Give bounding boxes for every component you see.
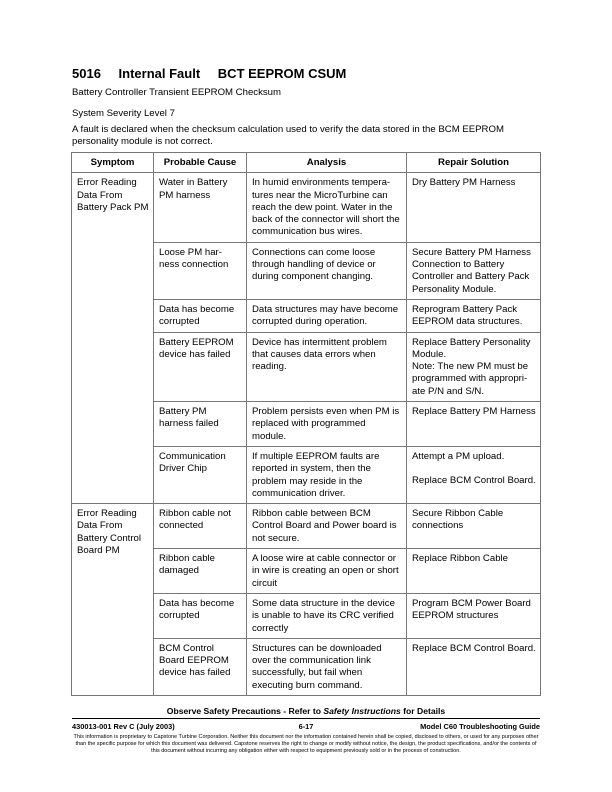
repair-cell: Reprogram Battery Pack EEPROM data structures.: [407, 299, 541, 332]
fault-type: Internal Fault: [118, 66, 201, 81]
cause-cell: Data has become corrupted: [154, 593, 247, 638]
safety-note: [0, 706, 612, 716]
analysis-cell: Ribbon cable between BCM Control Board and Power board is not secure.: [247, 504, 407, 549]
analysis-cell: Structures can be downloaded over the communication link successfully, but fail when executing burn command.: [247, 638, 407, 695]
table-header-row: [72, 153, 541, 173]
severity-level: System Severity Level 7: [72, 108, 175, 119]
page-number: 6-17: [298, 722, 314, 731]
symptom-cell: Error Reading Data From Battery Control Board PM: [72, 504, 154, 696]
fault-subtitle: Battery Controller Transient EEPROM Checksum: [72, 87, 282, 98]
repair-cell: Replace Battery PM Harness: [407, 402, 541, 447]
analysis-cell: A loose wire at cable connector or in wire is creating an open or short circuit: [247, 549, 407, 594]
analysis-cell: Data structures may have become corrupted during operation.: [247, 299, 407, 332]
document-title: Model C60 Troubleshooting Guide: [420, 722, 540, 731]
table-row: [72, 173, 541, 242]
repair-text: Attempt a PM upload.: [412, 450, 505, 462]
cause-cell: BCM Control Board EEPROM device has failed: [154, 638, 247, 695]
repair-cell: Replace Ribbon Cable: [407, 549, 541, 594]
repair-note: Note: The new PM must be programmed with appropri- ate P/N and S/N.: [412, 361, 529, 397]
header-symptom: Symptom: [72, 153, 154, 173]
fault-name: BCT EEPROM CSUM: [217, 66, 347, 81]
analysis-cell: If multiple EEPROM faults are reported in system, then the problem may reside in the communication driver.: [247, 446, 407, 503]
cause-cell: Battery PM harness failed: [154, 402, 247, 447]
repair-cell: Program BCM Power Board EEPROM structures: [407, 593, 541, 638]
analysis-cell: Device has intermittent problem that causes data errors when reading.: [247, 332, 407, 401]
repair-cell: [407, 332, 541, 401]
repair-text: Replace Battery Personality Module.: [412, 336, 531, 360]
cause-cell: Water in Battery PM harness: [154, 173, 247, 242]
fault-code: 5016: [72, 66, 101, 81]
footer-divider: [72, 718, 540, 719]
repair-note: Replace BCM Control Board.: [412, 475, 536, 487]
safety-prefix: Observe Safety Precautions - Refer to: [166, 706, 324, 716]
analysis-cell: In humid environments tempera- tures near the MicroTurbine can reach the dew point. Water in the back of the connector will short the communication bus wires.: [247, 173, 407, 242]
page-title: [72, 66, 360, 81]
cause-cell: Ribbon cable not connected: [154, 504, 247, 549]
symptom-cell: Error Reading Data From Battery Pack PM: [72, 173, 154, 504]
troubleshooting-table: [71, 152, 541, 696]
repair-cell: [407, 446, 541, 503]
header-probable-cause: Probable Cause: [154, 153, 247, 173]
repair-cell: Secure Ribbon Cable connections: [407, 504, 541, 549]
repair-cell: Secure Battery PM Harness Connection to Battery Controller and Battery Pack Personality Module.: [407, 242, 541, 299]
cause-cell: Ribbon cable damaged: [154, 549, 247, 594]
table-row: [72, 504, 541, 549]
repair-cell: Replace BCM Control Board.: [407, 638, 541, 695]
fault-description: A fault is declared when the checksum calculation used to verify the data stored in the BCM EEPROM personality module is not correct.: [72, 124, 504, 147]
repair-cell: Dry Battery PM Harness: [407, 173, 541, 242]
legal-notice: This information is proprietary to Capstone Turbine Corporation. Neither this document nor the information contained herein shall be copied, disclosed to others, or used for any purposes other than the specific purpose for which this document was delivered. Capstone reserves the right to change or modify without notice, the design, the product specifications, and/or the contents of this document without incurring any obligation either with respect to equipment previously sold or in the process of construction.: [73, 734, 539, 755]
document-revision: 430013-001 Rev C (July 2003): [72, 722, 175, 731]
cause-cell: Communication Driver Chip: [154, 446, 247, 503]
cause-cell: Data has become corrupted: [154, 299, 247, 332]
cause-cell: Loose PM har- ness connection: [154, 242, 247, 299]
header-repair-solution: Repair Solution: [407, 153, 541, 173]
analysis-cell: Connections can come loose through handling of device or during component changing.: [247, 242, 407, 299]
analysis-cell: Problem persists even when PM is replaced with programmed module.: [247, 402, 407, 447]
safety-instructions-link[interactable]: Safety Instructions: [323, 706, 401, 716]
safety-suffix: for Details: [400, 706, 446, 716]
analysis-cell: Some data structure in the device is unable to have its CRC verified correctly: [247, 593, 407, 638]
cause-cell: Battery EEPROM device has failed: [154, 332, 247, 401]
header-analysis: Analysis: [247, 153, 407, 173]
